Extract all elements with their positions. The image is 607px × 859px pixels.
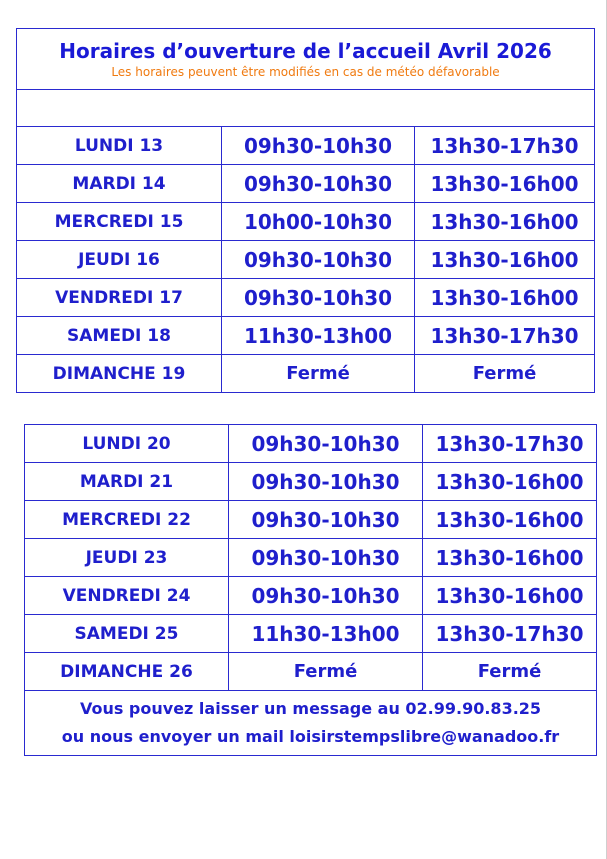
time-slot: 13h30-16h00 <box>435 469 584 494</box>
time-slot: 13h30-17h30 <box>430 133 579 158</box>
time-slot: 13h30-16h00 <box>430 171 579 196</box>
morning-slot-cell <box>222 241 415 279</box>
time-slot: 13h30-16h00 <box>430 285 579 310</box>
day-cell <box>25 653 229 691</box>
afternoon-slot-cell <box>415 241 595 279</box>
afternoon-slot-cell <box>415 279 595 317</box>
afternoon-slot-cell <box>423 577 597 615</box>
morning-slot-cell <box>229 577 423 615</box>
time-slot: 13h30-16h00 <box>430 209 579 234</box>
page-subtitle: Les horaires peuvent être modifiés en cas de météo défavorable <box>111 65 500 79</box>
day-label: MARDI 21 <box>79 471 174 492</box>
morning-slot-cell <box>229 425 423 463</box>
table-row <box>25 463 597 501</box>
afternoon-slot-cell <box>423 501 597 539</box>
day-label: JEUDI 23 <box>85 547 168 568</box>
spacer-row <box>17 90 595 127</box>
time-slot: 13h30-16h00 <box>430 247 579 272</box>
header-cell <box>17 29 595 90</box>
morning-slot-cell <box>229 653 423 691</box>
day-label: VENDREDI 17 <box>55 287 183 308</box>
morning-slot-cell <box>229 615 423 653</box>
morning-slot-cell <box>229 539 423 577</box>
table-row <box>25 501 597 539</box>
morning-slot-cell <box>222 317 415 355</box>
week1-rows <box>17 127 595 393</box>
morning-slot-cell <box>222 203 415 241</box>
message-cell <box>25 691 597 756</box>
afternoon-slot-cell <box>423 653 597 691</box>
day-label: DIMANCHE 26 <box>60 661 193 682</box>
table-row <box>25 577 597 615</box>
day-cell <box>17 241 222 279</box>
time-slot: 13h30-17h30 <box>435 621 584 646</box>
time-slot: 09h30-10h30 <box>251 545 400 570</box>
time-slot: 09h30-10h30 <box>251 507 400 532</box>
afternoon-slot-cell <box>423 539 597 577</box>
day-cell <box>25 577 229 615</box>
table-row <box>17 241 595 279</box>
message-phone: Vous pouvez laisser un message au 02.99.90.83.25 <box>79 699 542 718</box>
day-label: MERCREDI 15 <box>54 211 184 232</box>
table-row <box>17 355 595 393</box>
time-slot: 10h00-10h30 <box>243 209 393 234</box>
table-row <box>17 127 595 165</box>
morning-slot-cell <box>222 127 415 165</box>
schedule-table-week2 <box>24 424 597 756</box>
time-slot: 13h30-17h30 <box>430 323 579 348</box>
morning-slot-cell <box>222 165 415 203</box>
day-label: DIMANCHE 19 <box>52 363 186 384</box>
table-row <box>17 165 595 203</box>
table-row <box>25 615 597 653</box>
time-slot: 11h30-13h00 <box>251 621 400 646</box>
afternoon-slot-cell <box>423 425 597 463</box>
afternoon-slot-cell <box>415 203 595 241</box>
morning-slot-cell <box>222 355 415 393</box>
day-cell <box>17 127 222 165</box>
table-row <box>17 279 595 317</box>
day-label: LUNDI 13 <box>74 135 164 156</box>
time-slot: 13h30-16h00 <box>435 583 584 608</box>
afternoon-slot-cell <box>415 317 595 355</box>
time-slot: 13h30-16h00 <box>435 545 584 570</box>
day-cell <box>17 165 222 203</box>
time-slot: 09h30-10h30 <box>243 133 393 158</box>
time-slot: 09h30-10h30 <box>251 583 400 608</box>
table-row <box>17 203 595 241</box>
week2-rows <box>25 425 597 691</box>
table-row <box>17 317 595 355</box>
header-row <box>17 29 595 90</box>
closed-label: Fermé <box>472 363 537 384</box>
time-slot: 09h30-10h30 <box>251 431 400 456</box>
closed-label: Fermé <box>286 363 350 384</box>
time-slot: 09h30-10h30 <box>243 171 393 196</box>
time-slot: 09h30-10h30 <box>243 285 393 310</box>
afternoon-slot-cell <box>415 355 595 393</box>
day-cell <box>17 355 222 393</box>
day-cell <box>17 203 222 241</box>
day-cell <box>25 539 229 577</box>
afternoon-slot-cell <box>415 165 595 203</box>
day-cell <box>25 425 229 463</box>
page-title: Horaires d’ouverture de l’accueil Avril 2026 <box>59 39 552 63</box>
day-label: JEUDI 16 <box>78 249 160 270</box>
closed-label: Fermé <box>293 661 358 682</box>
afternoon-slot-cell <box>415 127 595 165</box>
day-label: MARDI 14 <box>72 173 166 194</box>
day-cell <box>17 279 222 317</box>
closed-label: Fermé <box>477 661 542 682</box>
day-cell <box>25 615 229 653</box>
afternoon-slot-cell <box>423 463 597 501</box>
message-row <box>25 691 597 756</box>
message-email: ou nous envoyer un mail loisirstempslibre@wanadoo.fr <box>61 727 560 746</box>
morning-slot-cell <box>222 279 415 317</box>
time-slot: 13h30-17h30 <box>435 431 584 456</box>
table-row <box>25 425 597 463</box>
spacer-cell <box>17 90 595 127</box>
day-label: LUNDI 20 <box>82 433 171 454</box>
morning-slot-cell <box>229 463 423 501</box>
table-row <box>25 653 597 691</box>
day-label: VENDREDI 24 <box>62 585 191 606</box>
table-row <box>25 539 597 577</box>
day-label: SAMEDI 25 <box>74 623 179 644</box>
time-slot: 09h30-10h30 <box>243 247 393 272</box>
day-cell <box>25 463 229 501</box>
time-slot: 11h30-13h00 <box>243 323 393 348</box>
time-slot: 09h30-10h30 <box>251 469 400 494</box>
afternoon-slot-cell <box>423 615 597 653</box>
time-slot: 13h30-16h00 <box>435 507 584 532</box>
day-label: MERCREDI 22 <box>62 509 191 530</box>
morning-slot-cell <box>229 501 423 539</box>
schedule-table-week1 <box>16 28 595 393</box>
day-label: SAMEDI 18 <box>67 325 171 346</box>
day-cell <box>17 317 222 355</box>
day-cell <box>25 501 229 539</box>
